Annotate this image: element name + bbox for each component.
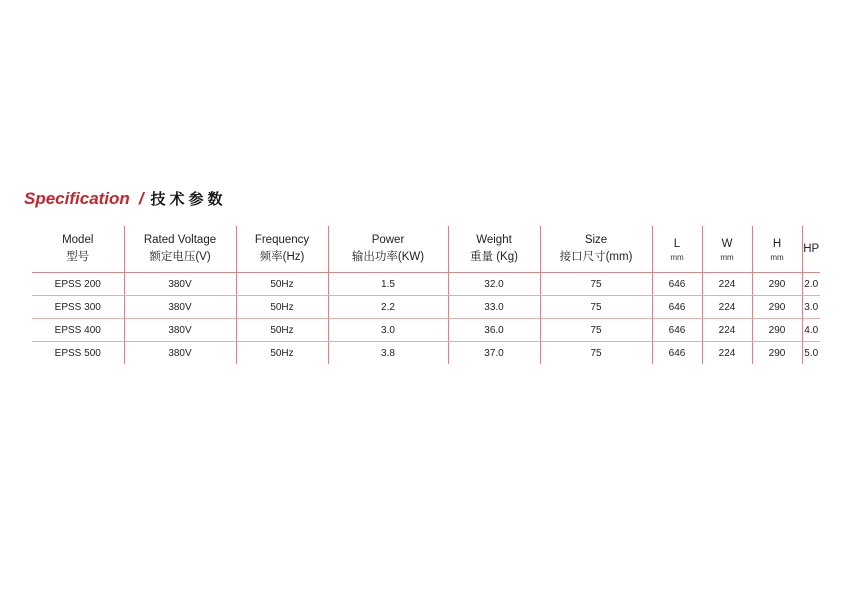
header-height: H mm [752,226,802,273]
cell-model: EPSS 300 [32,296,124,319]
cell-height: 290 [752,273,802,296]
cell-hp: 2.0 [802,273,820,296]
cell-length: 646 [652,319,702,342]
cell-model: EPSS 400 [32,319,124,342]
cell-height: 290 [752,342,802,365]
cell-size: 75 [540,342,652,365]
heading-english: Specification [24,189,130,208]
cell-frequency: 50Hz [236,319,328,342]
cell-size: 75 [540,273,652,296]
cell-power: 2.2 [328,296,448,319]
table-row [32,296,820,319]
cell-length: 646 [652,273,702,296]
header-hp: HP [802,226,820,273]
header-weight: Weight 重量 (Kg) [448,226,540,273]
cell-hp: 3.0 [802,296,820,319]
cell-frequency: 50Hz [236,342,328,365]
table-row [32,319,820,342]
cell-length: 646 [652,296,702,319]
cell-power: 3.8 [328,342,448,365]
cell-voltage: 380V [124,342,236,365]
cell-hp: 4.0 [802,319,820,342]
cell-weight: 33.0 [448,296,540,319]
header-width: W mm [702,226,752,273]
cell-voltage: 380V [124,296,236,319]
cell-power: 1.5 [328,273,448,296]
heading-separator: / [138,189,144,208]
cell-height: 290 [752,319,802,342]
cell-model: EPSS 200 [32,273,124,296]
cell-size: 75 [540,296,652,319]
cell-length: 646 [652,342,702,365]
specification-table [32,226,820,364]
table-row [32,342,820,365]
section-heading [24,188,227,212]
header-rated-voltage: Rated Voltage 额定电压(V) [124,226,236,273]
cell-voltage: 380V [124,273,236,296]
cell-width: 224 [702,342,752,365]
heading-chinese: 技术参数 [150,191,227,208]
cell-frequency: 50Hz [236,296,328,319]
header-frequency: Frequency 频率(Hz) [236,226,328,273]
header-model: Model 型号 [32,226,124,273]
cell-voltage: 380V [124,319,236,342]
header-size: Size 接口尺寸(mm) [540,226,652,273]
cell-weight: 36.0 [448,319,540,342]
table-header-row [32,226,820,273]
cell-hp: 5.0 [802,342,820,365]
cell-width: 224 [702,273,752,296]
cell-width: 224 [702,296,752,319]
cell-model: EPSS 500 [54,347,101,359]
cell-power: 3.0 [328,319,448,342]
cell-weight: 32.0 [448,273,540,296]
cell-frequency: 50Hz [236,273,328,296]
table-row [32,273,820,296]
cell-width: 224 [702,319,752,342]
header-power: Power 输出功率(KW) [328,226,448,273]
cell-weight: 37.0 [448,342,540,365]
cell-size: 75 [540,319,652,342]
cell-height: 290 [752,296,802,319]
header-length: L mm [652,226,702,273]
